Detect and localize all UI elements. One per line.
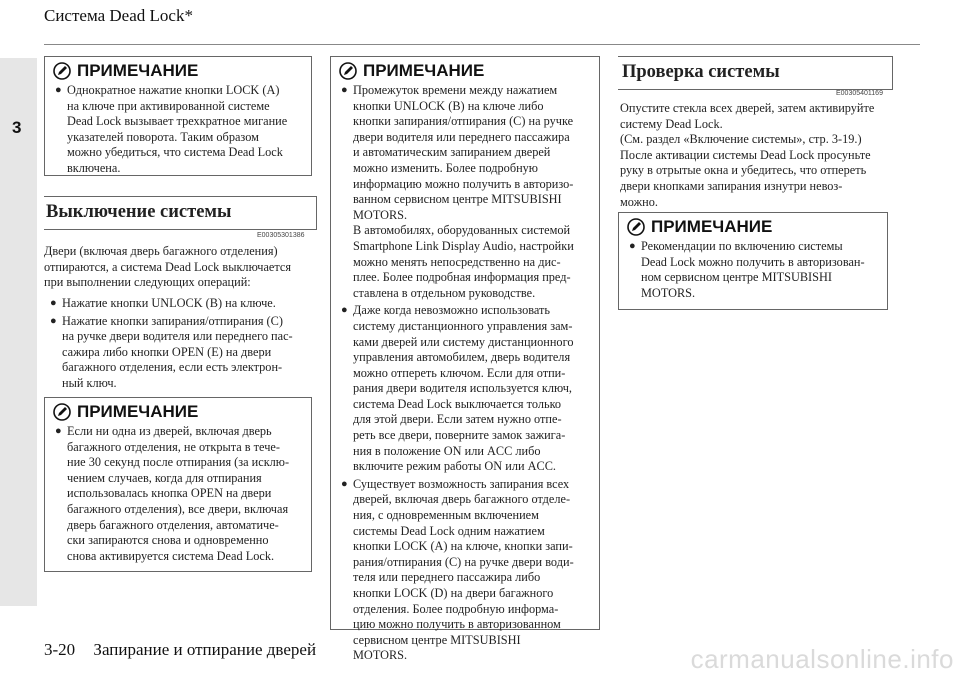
text-line: на ручке двери водителя или переднего пас- bbox=[62, 329, 293, 344]
text-line: Dead Lock вызывает трехкратное мигание bbox=[67, 114, 288, 129]
bullet-item bbox=[619, 239, 887, 301]
text-line: можно. bbox=[620, 194, 658, 209]
text-line: и автоматическим запиранием дверей bbox=[353, 145, 551, 160]
bullet-dot-icon: ● bbox=[50, 314, 57, 327]
text-line: снова активируется система Dead Lock. bbox=[67, 548, 275, 563]
text-line: можно убедиться, что система Dead Lock bbox=[67, 145, 283, 160]
bullet-item bbox=[331, 83, 599, 301]
text-line: чением случаев, когда для отпирания bbox=[67, 470, 262, 485]
text-line: информацию можно получить в авторизо- bbox=[353, 176, 574, 191]
text-line: сажира либо кнопки OPEN (E) на двери bbox=[62, 344, 272, 359]
text-line: двери кнопками запирания изнутри невоз- bbox=[620, 178, 843, 193]
text-line: ванном сервисном центре MITSUBISHI bbox=[353, 192, 562, 207]
text-line: двери водителя или переднего пассажира bbox=[353, 129, 570, 144]
text-line: отпираются, а система Dead Lock выключается bbox=[44, 259, 292, 274]
text-line: ния в положение ON или ACC либо bbox=[353, 443, 541, 458]
bullet-dot-icon: ● bbox=[55, 425, 62, 437]
text-line: (См. раздел «Включение системы», стр. 3-19.) bbox=[620, 132, 862, 147]
chapter-number: 3 bbox=[12, 118, 22, 137]
text-line: кнопки UNLOCK (B) на ключе либо bbox=[353, 98, 544, 113]
text-line: использовалась кнопка OPEN на двери bbox=[67, 486, 272, 501]
text-line: В автомобилях, оборудованных системой bbox=[353, 223, 571, 238]
text-line: Если ни одна из дверей, включая дверь bbox=[67, 424, 272, 438]
text-line: отделения. Более подробную информа- bbox=[353, 601, 559, 616]
text-line: руку в отрытые окна и убедитесь, что отпереть bbox=[620, 163, 867, 178]
text-line: на ключе при активированной системе bbox=[67, 98, 270, 113]
text-line: дверь багажного отделения, автоматиче- bbox=[67, 517, 279, 532]
page-footer bbox=[44, 640, 316, 660]
text-line: управления автомобилем, дверь водителя bbox=[353, 350, 571, 365]
section-code: E00305401169 bbox=[836, 90, 883, 97]
text-line: MOTORS. bbox=[353, 207, 408, 222]
check-paragraph bbox=[620, 101, 890, 210]
note-heading: ПРИМЕЧАНИЕ bbox=[619, 213, 887, 239]
note-heading: ПРИМЕЧАНИЕ bbox=[331, 57, 599, 83]
text-line: дверей, включая дверь багажного отделе- bbox=[353, 492, 571, 507]
text-line: кнопки LOCK (A) на ключе, кнопки запи- bbox=[353, 539, 573, 554]
note-heading: ПРИМЕЧАНИЕ bbox=[45, 57, 311, 83]
text-line: Двери (включая дверь багажного отделения) bbox=[44, 244, 278, 258]
bullet-dot-icon: ● bbox=[55, 84, 62, 96]
text-line: кнопки LOCK (D) на двери багажного bbox=[353, 586, 554, 600]
bullet-item bbox=[40, 314, 312, 392]
text-line: ние 30 секунд после отпирания (за исклю- bbox=[67, 455, 290, 470]
bullet-item bbox=[45, 83, 311, 177]
text-line: MOTORS. bbox=[353, 648, 408, 663]
text-line: ставлена в отдельном руководстве. bbox=[353, 285, 536, 300]
text-line: системы Dead Lock одним нажатием bbox=[353, 523, 545, 538]
text-line: сервисном центре MITSUBISHI bbox=[353, 632, 521, 647]
text-line: включена. bbox=[67, 160, 121, 175]
text-line: можно изменить. Более подробную bbox=[353, 160, 538, 175]
text-line: кнопки запирания/отпирания (C) на ручке bbox=[353, 114, 574, 129]
pencil-note-icon bbox=[627, 218, 645, 236]
text-line: рания/отпирания (C) на ручке двери води- bbox=[353, 554, 574, 569]
text-line: рания двери водителя используется ключ, bbox=[353, 381, 572, 396]
disable-operations bbox=[40, 296, 312, 394]
text-line: систему Dead Lock. bbox=[620, 116, 723, 131]
text-line: Опустите стекла всех дверей, затем активируйте bbox=[620, 101, 875, 115]
text-line: Промежуток времени между нажатием bbox=[353, 83, 558, 97]
text-line: можно отпереть ключом. Если для отпи- bbox=[353, 365, 566, 380]
text-line: Рекомендации по включению системы bbox=[641, 239, 843, 253]
text-line: для этой двери. Если затем нужно отпе- bbox=[353, 412, 562, 427]
bullet-item bbox=[45, 424, 311, 564]
text-line: Существует возможность запирания всех bbox=[353, 476, 570, 491]
bullet-dot-icon: ● bbox=[341, 304, 348, 317]
text-line: MOTORS. bbox=[641, 285, 696, 300]
text-line: плее. Более подробная информация пред- bbox=[353, 270, 571, 285]
note-box-left-bottom bbox=[44, 397, 312, 572]
text-line: Даже когда невозможно использовать bbox=[353, 303, 550, 318]
text-line: ном сервисном центре MITSUBISHI bbox=[641, 270, 832, 285]
section-heading-disable: Выключение системы bbox=[44, 196, 317, 230]
pencil-note-icon bbox=[53, 403, 71, 421]
bullet-dot-icon: ● bbox=[629, 240, 636, 252]
pencil-note-icon bbox=[53, 62, 71, 80]
pencil-note-icon bbox=[339, 62, 357, 80]
text-line: указателей поворота. Таким образом bbox=[67, 129, 259, 144]
note-box-right bbox=[618, 212, 888, 310]
note-box-left-top bbox=[44, 56, 312, 176]
footer-title: Запирание и отпирание дверей bbox=[93, 640, 317, 659]
section-code: E00305301386 bbox=[257, 232, 305, 239]
text-line: систему дистанционного управления зам- bbox=[353, 318, 573, 333]
bullet-dot-icon: ● bbox=[341, 477, 348, 490]
text-line: Smartphone Link Display Audio, настройки bbox=[353, 238, 574, 253]
bullet-dot-icon: ● bbox=[50, 297, 57, 309]
text-line: ния, с одновременным включением bbox=[353, 508, 539, 523]
bullet-dot-icon: ● bbox=[341, 84, 348, 96]
text-line: включите режим работы ON или ACC. bbox=[353, 459, 556, 474]
page-number: 3-20 bbox=[44, 640, 76, 659]
text-line: После активации системы Dead Lock просуньте bbox=[620, 147, 871, 162]
text-line: Нажатие кнопки запирания/отпирания (C) bbox=[62, 313, 283, 328]
text-line: Однократное нажатие кнопки LOCK (A) bbox=[67, 83, 280, 97]
bullet-item bbox=[331, 477, 599, 664]
text-line: Dead Lock можно получить в авторизован- bbox=[641, 254, 865, 269]
text-line: система Dead Lock выключается только bbox=[353, 396, 562, 411]
text-line: багажного отделения, не открыта в тече- bbox=[67, 439, 280, 454]
text-line: цию можно получить в авторизованном bbox=[353, 617, 561, 632]
section-heading-check: Проверка системы bbox=[618, 56, 893, 90]
watermark: carmanualsonline.info bbox=[690, 644, 954, 674]
note-heading: ПРИМЕЧАНИЕ bbox=[45, 398, 311, 424]
chapter-side-tab bbox=[0, 58, 37, 606]
disable-intro bbox=[44, 244, 310, 291]
text-line: ски запираются снова и одновременно bbox=[67, 533, 269, 548]
text-line: ками дверей или систему дистанционного bbox=[353, 334, 574, 349]
text-line: ный ключ. bbox=[62, 375, 117, 390]
note-box-middle bbox=[330, 56, 600, 663]
text-line: Нажатие кнопки UNLOCK (B) на ключе. bbox=[62, 296, 276, 310]
text-line: при выполнении следующих операций: bbox=[44, 275, 251, 290]
text-line: можно менять непосредственно на дис- bbox=[353, 254, 561, 269]
text-line: багажного отделения), все двери, включая bbox=[67, 501, 289, 516]
bullet-item bbox=[331, 303, 599, 475]
bullet-item bbox=[40, 296, 312, 312]
page-header-title: Система Dead Lock* bbox=[44, 6, 193, 25]
text-line: багажного отделения, если есть электрон- bbox=[62, 360, 283, 375]
header-rule bbox=[44, 44, 920, 45]
text-line: реть все двери, поверните замок зажига- bbox=[353, 428, 566, 443]
text-line: теля или переднего пассажира либо bbox=[353, 570, 541, 585]
